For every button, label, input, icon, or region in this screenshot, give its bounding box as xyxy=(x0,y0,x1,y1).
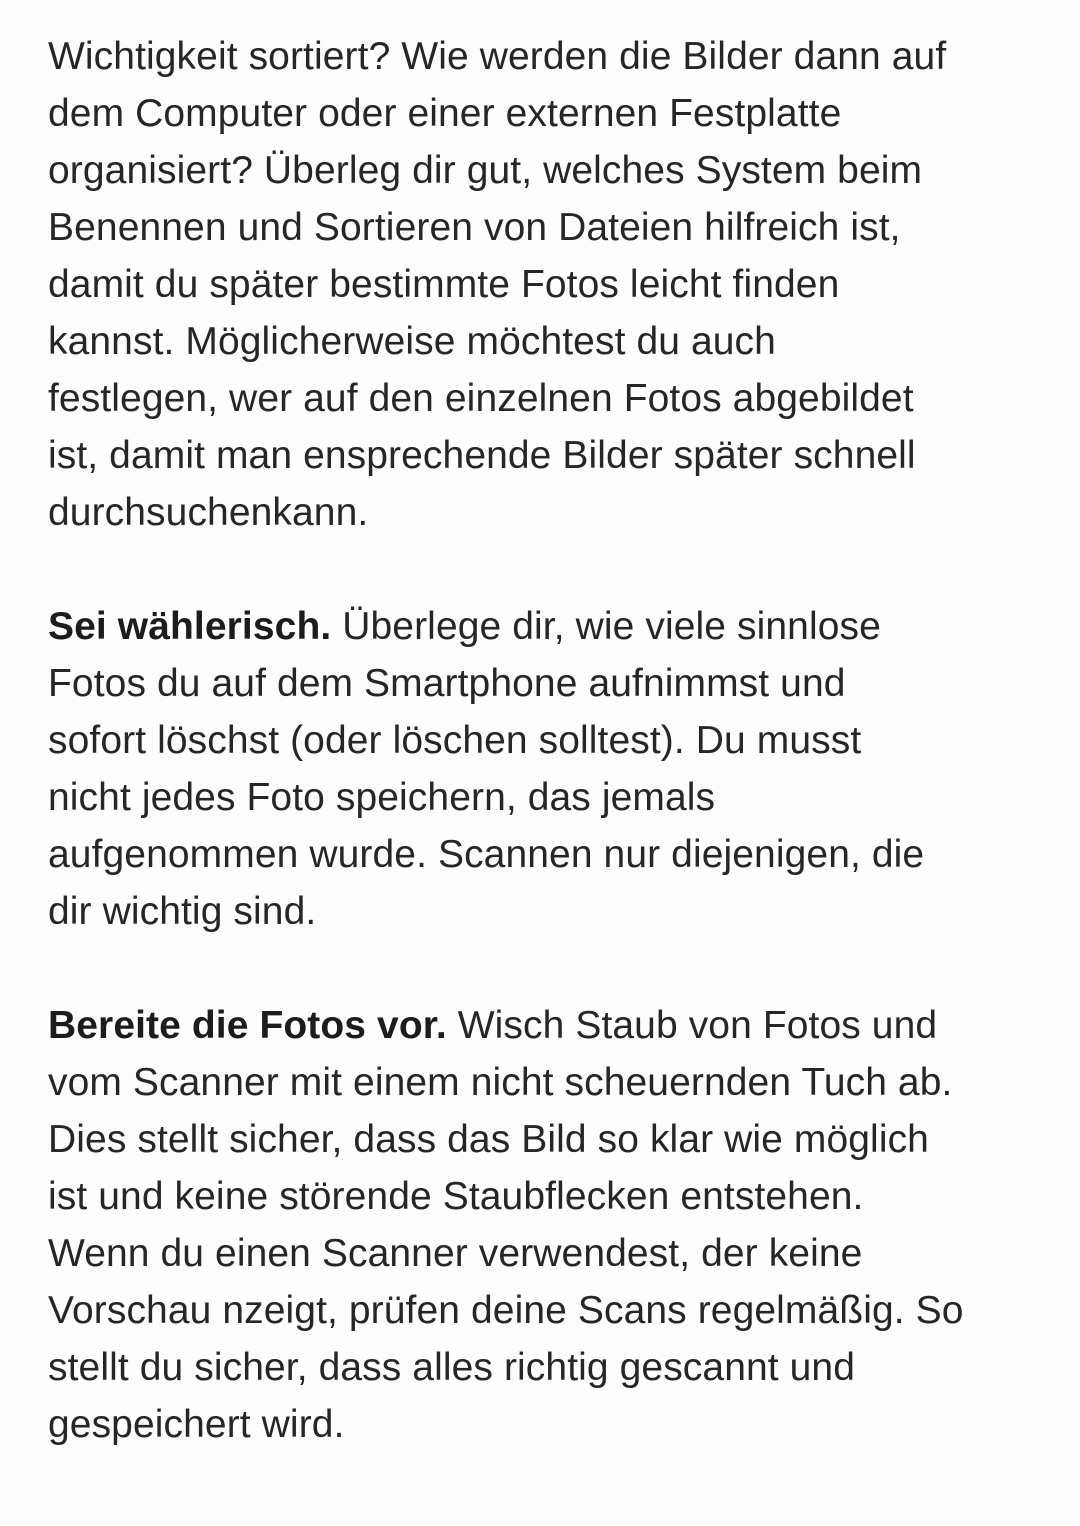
text-line-rest: Überlege dir, wie viele sinnlose xyxy=(331,605,881,648)
text-line: Vorschau nzeigt, prüfen deine Scans regelmäßig. So xyxy=(48,1289,964,1332)
text-line: kannst. Möglicherweise möchtest du auch xyxy=(48,320,776,363)
paragraph-heading: Bereite die Fotos vor. xyxy=(48,1004,447,1047)
paragraph-prepare xyxy=(48,997,1058,1453)
text-line: durchsuchenkann. xyxy=(48,491,369,534)
paragraph-selective xyxy=(48,598,1058,940)
text-line: sofort löschst (oder löschen solltest). Du musst xyxy=(48,719,862,762)
paragraph-heading: Sei wählerisch. xyxy=(48,605,332,648)
text-line xyxy=(48,997,1058,1054)
text-line: dir wichtig sind. xyxy=(48,890,317,933)
text-line: gespeichert wird. xyxy=(48,1403,345,1446)
text-line: aufgenommen wurde. Scannen nur diejenigen, die xyxy=(48,833,925,876)
text-line: nicht jedes Foto speichern, das jemals xyxy=(48,776,716,819)
paragraph-organization xyxy=(48,28,1058,541)
text-line: stellt du sicher, dass alles richtig gescannt und xyxy=(48,1346,856,1389)
text-line: organisiert? Überleg dir gut, welches System beim xyxy=(48,149,923,192)
text-line: Wenn du einen Scanner verwendest, der keine xyxy=(48,1232,863,1275)
text-line: ist und keine störende Staubflecken entstehen. xyxy=(48,1175,864,1218)
text-line: Fotos du auf dem Smartphone aufnimmst und xyxy=(48,662,846,705)
text-line-rest: Wisch Staub von Fotos und xyxy=(446,1004,938,1047)
text-line: Dies stellt sicher, dass das Bild so klar wie möglich xyxy=(48,1118,929,1161)
text-line: Benennen und Sortieren von Dateien hilfreich ist, xyxy=(48,206,901,249)
article-body xyxy=(48,28,1058,1510)
text-line: dem Computer oder einer externen Festplatte xyxy=(48,92,842,135)
text-line: festlegen, wer auf den einzelnen Fotos abgebildet xyxy=(48,377,914,420)
text-line: Wichtigkeit sortiert? Wie werden die Bilder dann auf xyxy=(48,35,947,78)
text-line: damit du später bestimmte Fotos leicht finden xyxy=(48,263,840,306)
text-line xyxy=(48,598,1058,655)
text-line: ist, damit man ensprechende Bilder später schnell xyxy=(48,434,916,477)
text-line: vom Scanner mit einem nicht scheuernden Tuch ab. xyxy=(48,1061,953,1104)
